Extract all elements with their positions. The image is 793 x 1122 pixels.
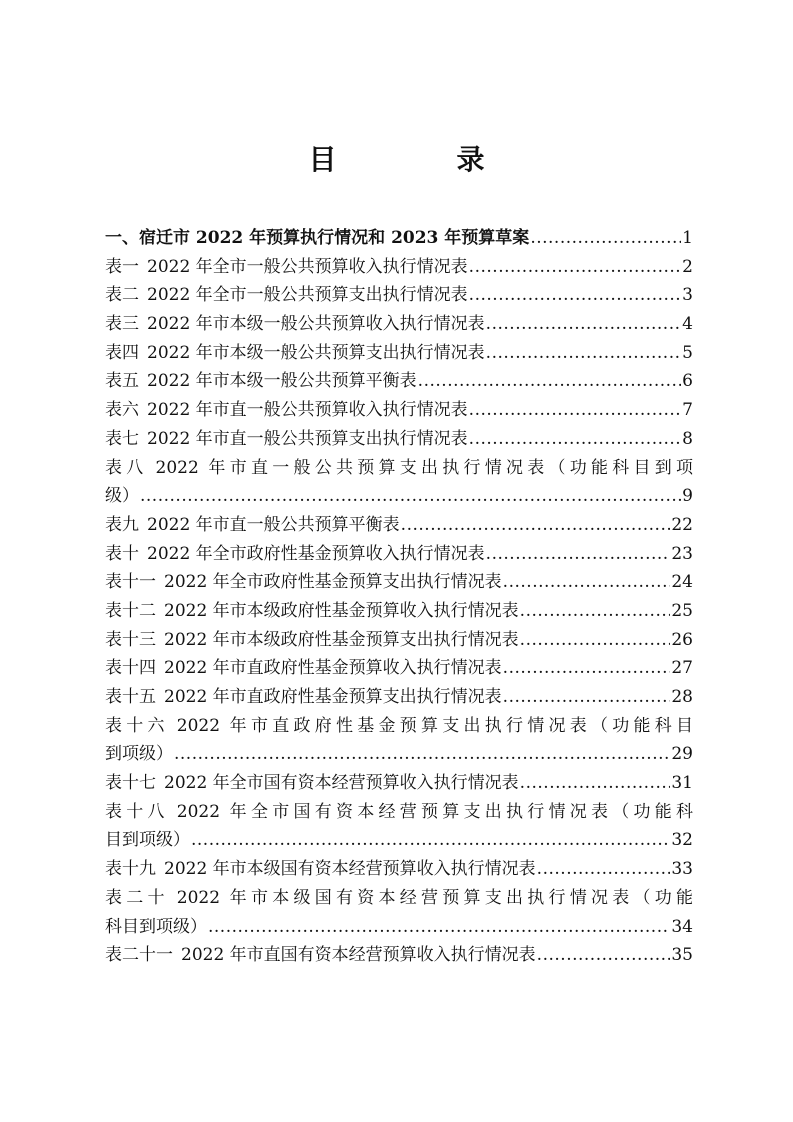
toc-entry[interactable]: [105, 626, 693, 655]
toc-entry-prefix: 表二: [105, 285, 139, 306]
toc-entry-prefix: 表二十: [105, 887, 169, 908]
toc-entry-label: [105, 941, 536, 970]
toc-entry-label: [105, 339, 485, 368]
toc-entry-prefix: 表十八: [105, 801, 169, 822]
toc-entry-prefix: 表六: [105, 400, 139, 421]
toc-entry-text: 2022 年全市国有资本经营预算收入执行情况表: [164, 773, 519, 794]
toc-page-number: 7: [682, 400, 693, 421]
toc-entry-prefix: 表九: [105, 514, 139, 535]
toc-leader-dots: [140, 482, 681, 511]
toc-entry-text: 宿迁市 2022 年预算执行情况和 2023 年预算草案: [139, 228, 530, 248]
toc-leader-dots: [401, 511, 671, 540]
toc-entry-text-continued: 级）: [105, 486, 139, 507]
toc-leader-dots: [191, 826, 670, 855]
toc-entry-text-continued: 目到项级）: [105, 830, 190, 851]
toc-page-number: 6: [682, 371, 693, 392]
toc-entry-text: 2022 年市直一般公共预算支出执行情况表: [147, 428, 468, 449]
toc-entry-label: [105, 224, 529, 253]
toc-page-number: 31: [671, 773, 693, 794]
toc-page-number: 3: [682, 285, 693, 306]
toc-entry-prefix: 表十四: [105, 658, 156, 679]
toc-entry-text: 2022 年全市政府性基金预算收入执行情况表: [147, 543, 485, 564]
toc-entry-label: [105, 367, 417, 396]
toc-entry-text: 2022 年市本级一般公共预算收入执行情况表: [147, 314, 485, 335]
toc-entry[interactable]: [105, 396, 693, 425]
toc-entry-prefix: 表七: [105, 428, 139, 449]
toc-entry-text: 2022 年全市国有资本经营预算支出执行情况表（功能科: [176, 801, 693, 822]
toc-entry-prefix: 表十二: [105, 600, 156, 621]
toc-entry-label: [105, 281, 468, 310]
toc-entry[interactable]: [105, 540, 693, 569]
toc-entry-prefix: 一、: [105, 228, 139, 248]
toc-entry-label: [105, 425, 468, 454]
toc-page-number: 5: [682, 342, 693, 363]
toc-entry-text: 2022 年市本级国有资本经营预算收入执行情况表: [164, 859, 536, 880]
toc-entry-prefix: 表十一: [105, 572, 156, 593]
toc-leader-dots: [530, 224, 681, 253]
toc-entry-label: [105, 597, 519, 626]
toc-entry-text: 2022 年市本级政府性基金预算收入执行情况表: [164, 600, 519, 621]
toc-page-number: 25: [671, 600, 693, 621]
toc-entry-prefix: 表十五: [105, 687, 156, 707]
toc-entry-text: 2022 年市本级政府性基金预算支出执行情况表: [164, 629, 519, 650]
toc-page-number: 9: [682, 486, 693, 507]
toc-entry[interactable]: [105, 425, 693, 454]
toc-leader-dots: [503, 654, 671, 683]
toc-entry-label: [105, 540, 485, 569]
toc-page-number: 23: [671, 543, 693, 564]
toc-entry-text: 2022 年市直国有资本经营预算收入执行情况表: [181, 945, 536, 966]
toc-entry-label: [105, 654, 502, 683]
toc-page-number: 32: [671, 830, 693, 851]
toc-entry-label: [105, 884, 693, 913]
toc-entry-label: [105, 454, 693, 483]
toc-entry-label: [105, 626, 519, 655]
toc-page-number: 35: [671, 945, 693, 966]
toc-leader-dots: [469, 253, 682, 282]
toc-entry-label: [105, 683, 502, 712]
toc-leader-dots: [486, 540, 671, 569]
toc-leader-dots: [208, 913, 670, 942]
toc-entry-text: 2022 年市直政府性基金预算收入执行情况表: [164, 658, 502, 679]
toc-entry-label: [105, 511, 400, 540]
toc-leader-dots: [418, 367, 682, 396]
toc-page-number: 2: [682, 256, 693, 277]
toc-entry[interactable]: [105, 367, 693, 396]
toc-page-number: 29: [671, 744, 693, 765]
toc-entry[interactable]: [105, 798, 693, 827]
toc-entry-text: 2022 年市直一般公共预算收入执行情况表: [147, 400, 468, 421]
toc-entry-prefix: 表十: [105, 543, 139, 564]
toc-leader-dots: [537, 855, 671, 884]
toc-leader-dots: [469, 425, 682, 454]
toc-entry-prefix: 表四: [105, 342, 139, 363]
page-title: 目 录: [308, 143, 531, 176]
toc-entry-prefix: 表一: [105, 256, 139, 277]
toc-entry-continuation[interactable]: [105, 913, 693, 942]
toc-entry-text-continued: 到项级）: [105, 744, 173, 765]
toc-entry-text: 2022 年市直一般公共预算支出执行情况表（功能科目到项: [155, 457, 693, 478]
toc-entry[interactable]: [105, 712, 693, 741]
toc-entry[interactable]: [105, 654, 693, 683]
toc-entry-text: 2022 年市本级一般公共预算支出执行情况表: [147, 342, 485, 363]
toc-entry-label: [105, 798, 693, 827]
toc-entry[interactable]: [105, 568, 693, 597]
toc-entry-prefix: 表八: [105, 457, 148, 478]
toc-entry-text: 2022 年市直政府性基金预算支出执行情况表（功能科目: [176, 715, 693, 736]
toc-page-number: 8: [682, 428, 693, 449]
toc-leader-dots: [469, 281, 682, 310]
toc-leader-dots: [503, 683, 671, 712]
toc-entry[interactable]: [105, 253, 693, 282]
toc-entry-text-continued: 科目到项级）: [105, 916, 207, 937]
toc-entry-prefix: 表十九: [105, 859, 156, 880]
toc-entry-label: [105, 769, 519, 798]
toc-entry-label: [105, 253, 468, 282]
toc-leader-dots: [174, 740, 670, 769]
toc-entry[interactable]: [105, 224, 693, 253]
toc-page-number: 4: [682, 314, 693, 335]
toc-page-number: 28: [671, 687, 693, 707]
toc-entry[interactable]: [105, 683, 693, 712]
toc-entry-label: [105, 855, 536, 884]
toc-page-number: 24: [671, 572, 693, 593]
toc-entry-prefix: 表三: [105, 314, 139, 335]
toc-entry-label: [105, 310, 485, 339]
toc-leader-dots: [486, 339, 682, 368]
toc-leader-dots: [520, 626, 671, 655]
table-of-contents: [105, 224, 693, 970]
toc-entry-text: 2022 年市本级一般公共预算平衡表: [147, 371, 417, 392]
toc-leader-dots: [520, 597, 671, 626]
toc-entry-prefix: 表二十一: [105, 945, 173, 966]
toc-entry-text: 2022 年市本级国有资本经营预算支出执行情况表（功能: [176, 887, 693, 908]
toc-page-number: 1: [682, 228, 693, 248]
toc-entry-prefix: 表十三: [105, 629, 156, 650]
toc-entry-continuation[interactable]: [105, 740, 693, 769]
toc-entry[interactable]: [105, 511, 693, 540]
toc-leader-dots: [469, 396, 682, 425]
toc-entry[interactable]: [105, 769, 693, 798]
toc-page-number: 34: [671, 916, 693, 937]
toc-entry-label: [105, 568, 502, 597]
toc-leader-dots: [486, 310, 682, 339]
toc-page-number: 33: [671, 859, 693, 880]
toc-entry[interactable]: [105, 941, 693, 970]
toc-entry-label: [105, 396, 468, 425]
toc-entry[interactable]: [105, 855, 693, 884]
toc-entry[interactable]: [105, 884, 693, 913]
toc-leader-dots: [503, 568, 671, 597]
toc-entry-continuation[interactable]: [105, 826, 693, 855]
toc-entry-prefix: 表十七: [105, 773, 156, 794]
toc-leader-dots: [537, 941, 671, 970]
toc-entry-prefix: 表五: [105, 371, 139, 392]
toc-entry-text: 2022 年全市一般公共预算收入执行情况表: [147, 256, 468, 277]
toc-entry-prefix: 表十六: [105, 715, 169, 736]
toc-entry[interactable]: [105, 597, 693, 626]
toc-entry-text: 2022 年市直政府性基金预算支出执行情况表: [164, 687, 502, 707]
toc-page-number: 26: [671, 629, 693, 650]
toc-entry-text: 2022 年全市政府性基金预算支出执行情况表: [164, 572, 502, 593]
toc-entry[interactable]: [105, 339, 693, 368]
toc-entry[interactable]: [105, 454, 693, 483]
toc-entry-text: 2022 年市直一般公共预算平衡表: [147, 514, 400, 535]
toc-entry[interactable]: [105, 310, 693, 339]
toc-page-number: 27: [671, 658, 693, 679]
toc-leader-dots: [520, 769, 671, 798]
toc-entry-label: [105, 712, 693, 741]
toc-entry-continuation[interactable]: [105, 482, 693, 511]
toc-page-number: 22: [671, 514, 693, 535]
toc-entry-text: 2022 年全市一般公共预算支出执行情况表: [147, 285, 468, 306]
toc-entry[interactable]: [105, 281, 693, 310]
